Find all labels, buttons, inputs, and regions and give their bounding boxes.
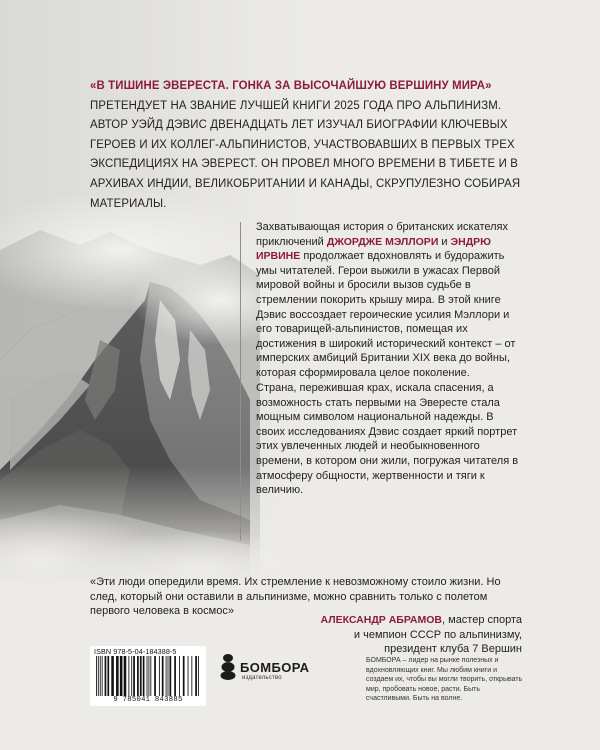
barcode-bar bbox=[98, 656, 99, 696]
barcode-bar bbox=[124, 656, 127, 696]
barcode-icon bbox=[94, 656, 202, 696]
quote-author: АЛЕКСАНДР АБРАМОВ bbox=[320, 614, 443, 626]
barcode-bar bbox=[120, 656, 123, 696]
barcode-bar bbox=[162, 656, 164, 696]
publisher-name: БОМБОРА bbox=[240, 660, 310, 675]
body-paragraph-2: Страна, пережившая крах, искала спасения, а возможность стать первыми на Эвересте стала мощным символом национальной надежды. В своих исследованиях Дэвис создает яркий портрет этих увлеченных людей и необыкновенного времени, в котором они жили, погружая читателя в атмосферу общности, жертвенности и тяги к величию. bbox=[256, 382, 519, 497]
barcode-bar bbox=[100, 656, 101, 696]
barcode-bar bbox=[128, 656, 129, 696]
barcode-bar bbox=[143, 656, 145, 696]
barcode-bar bbox=[191, 656, 192, 696]
barcode-bar bbox=[107, 656, 109, 696]
barcode-bar bbox=[131, 656, 132, 696]
barcode-digits: 9 785041 843885 bbox=[113, 696, 183, 704]
barcode-bar bbox=[116, 656, 119, 696]
barcode-bar bbox=[179, 656, 180, 696]
barcode-bar bbox=[195, 656, 197, 696]
endorsement-quote: «Эти люди опередили время. Их стремление к невозможному стоило жизни. Но след, который они оставили в альпинизме, можно сравнить только с полетом первого человека в космос» bbox=[90, 576, 501, 618]
barcode-bar bbox=[105, 656, 107, 696]
quote-credentials-2: и чемпион СССР по альпинизму, bbox=[353, 628, 522, 641]
barcode-bar bbox=[147, 656, 148, 696]
barcode-bar bbox=[140, 656, 142, 696]
p1-start: Захватывающая история о британских искателях приключений bbox=[256, 221, 508, 248]
book-title: «В ТИШИНЕ ЭВЕРЕСТА. ГОНКА ЗА ВЫСОЧАЙШУЮ ВЕРШИНУ МИРА» bbox=[90, 78, 492, 92]
quote-attribution bbox=[222, 613, 522, 657]
barcode-bar bbox=[168, 656, 169, 696]
p1-and: и bbox=[438, 235, 451, 248]
quote-credentials-3: президент клуба 7 Вершин bbox=[384, 643, 522, 656]
hero-name-mallory: ДЖОРДЖЕ МЭЛЛОРИ bbox=[326, 235, 439, 248]
barcode-bar bbox=[96, 656, 97, 696]
barcode-bar bbox=[102, 656, 103, 696]
vertical-divider bbox=[240, 222, 241, 540]
barcode-bar bbox=[148, 656, 149, 696]
quote-credentials-1: , мастер спорта bbox=[442, 614, 522, 626]
barcode-bar bbox=[174, 656, 176, 696]
barcode-bar bbox=[188, 656, 189, 696]
barcode-bar bbox=[137, 656, 139, 696]
barcode-bar bbox=[133, 656, 135, 696]
barcode-bar bbox=[183, 656, 185, 696]
barcode-bar bbox=[111, 656, 114, 696]
barcode-bar bbox=[150, 656, 151, 696]
intro-paragraph bbox=[90, 76, 526, 213]
isbn-label: ISBN 978-5-04-184388-5 bbox=[94, 647, 177, 656]
barcode-bar bbox=[166, 656, 167, 696]
barcode-bar bbox=[159, 656, 160, 696]
hero-name-irvine: ЭНДРЮ ИРВИНЕ bbox=[256, 235, 492, 263]
intro-text: ПРЕТЕНДУЕТ НА ЗВАНИЕ ЛУЧШЕЙ КНИГИ 2025 ГОДА ПРО АЛЬПИНИЗМ. АВТОР УЭЙД ДЭВИС ДВЕНАДЦАТЬ ЛЕТ ИЗУЧАЛ БИОГРАФИИ КЛЮЧЕВЫХ ГЕРОЕВ И ИХ КОЛЛЕГ-АЛЬПИНИСТОВ, УЧАСТВОВАВШИХ В ПЕРВЫХ ТРЕХ ЭКСПЕДИЦИЯХ НА ЭВЕРЕСТ. ОН ПРОВЕЛ МНОГО ВРЕМЕНИ В ТИБЕТЕ И В АРХИВАХ ИНДИИ, ВЕЛИКОБРИТАНИИ И КАНАДЫ, СКРУПУЛЕЗНО СОБИРАЯ МАТЕРИАЛЫ. bbox=[90, 97, 521, 210]
body-paragraph-1 bbox=[256, 220, 522, 381]
bombora-logo-icon bbox=[220, 652, 236, 680]
p1-rest: продолжает вдохновлять и будоражить умы читателей. Герои выжили в ужасах Первой мировой войны и бросили вызов судьбе в стремлении покорить крышу мира. В этой книге Дэвис воссоздает героические усилия Мэллори и его товарищей-альпинистов, помещая их достижения в широкий исторический контекст – от имперских амбиций Британии XIX века до войны, которая сформировала целое поколение. bbox=[256, 250, 516, 379]
barcode-bar bbox=[154, 656, 156, 696]
barcode-bar bbox=[198, 656, 199, 696]
publisher-subtitle: издательство bbox=[242, 675, 282, 681]
barcode-bar bbox=[169, 656, 171, 696]
publisher-description: БОМБОРА – лидер на рынке полезных и вдохновляющих книг. Мы любим книги и создаем их, чтобы вы могли творить, открывать мир, пробовать новое, расти. Быть счастливыми. Быть на волне. bbox=[366, 657, 523, 703]
